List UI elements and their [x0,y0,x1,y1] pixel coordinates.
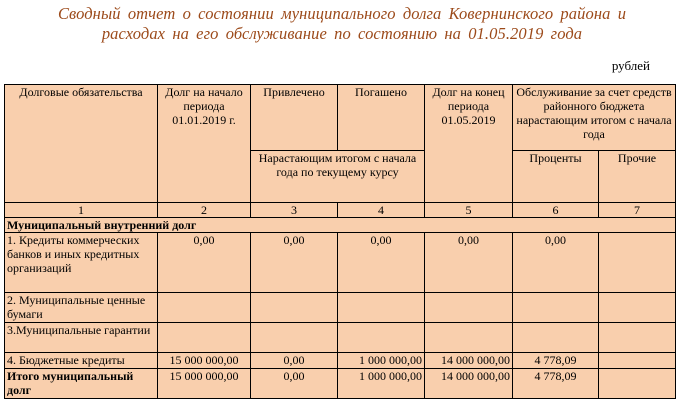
total-interest: 4 778,09 [513,369,599,399]
total-raised: 0,00 [251,369,338,399]
total-label: Итого муниципальный долг [5,369,158,399]
total-debt-end: 14 000 000,00 [425,369,513,399]
row-label: 1. Кредиты коммерческих банков и иных кредитных организаций [5,233,158,293]
row-label: 3.Муниципальные гарантии [5,323,158,353]
table-row [5,353,676,369]
cell-other [599,293,676,323]
cell-debt-end [425,323,513,353]
report-title-line-2: расходах на его обслуживание по состоянию на 01.05.2019 года [101,24,583,43]
debt-report-table [4,84,676,399]
units-label: рублей [611,58,650,73]
cell-debt-end: 14 000 000,00 [425,353,513,369]
total-debt-start: 15 000 000,00 [158,369,251,399]
cell-debt-end [425,293,513,323]
table-row [5,293,676,323]
total-repaid: 1 000 000,00 [338,369,425,399]
cell-repaid [338,323,425,353]
cell-interest [513,323,599,353]
cell-other [599,323,676,353]
header-repaid: Погашено [338,85,425,151]
table-row [5,233,676,293]
total-row [5,369,676,399]
header-interest: Проценты [513,151,599,203]
cell-raised: 0,00 [251,353,338,369]
total-other [599,369,676,399]
column-number: 5 [425,203,513,218]
cell-interest: 4 778,09 [513,353,599,369]
column-number: 2 [158,203,251,218]
cell-raised [251,293,338,323]
cell-raised [251,323,338,353]
cell-repaid: 1 000 000,00 [338,353,425,369]
column-number: 6 [513,203,599,218]
section-row [5,218,676,233]
column-number: 4 [338,203,425,218]
table-row [5,323,676,353]
cell-debt-start: 0,00 [158,233,251,293]
cell-other [599,233,676,293]
header-debt-obligations: Долговые обязательства [5,85,158,203]
header-other: Прочие [599,151,676,203]
row-label: 2. Муниципальные ценные бумаги [5,293,158,323]
report-title-line-1: Сводный отчет о состоянии муниципального долга Ковернинского района и [57,4,627,23]
cell-raised: 0,00 [251,233,338,293]
column-number: 7 [599,203,676,218]
row-label: 4. Бюджетные кредиты [5,353,158,369]
header-debt-start: Долг на начало периода 01.01.2019 г. [158,85,251,203]
cell-repaid: 0,00 [338,233,425,293]
column-numbers-row [5,203,676,218]
cell-other [599,353,676,369]
cell-debt-start [158,323,251,353]
report-title [0,4,684,44]
section-title: Муниципальный внутренний долг [5,218,676,233]
header-row-1 [5,85,676,151]
header-raised: Привлечено [251,85,338,151]
column-number: 3 [251,203,338,218]
column-number: 1 [5,203,158,218]
cell-interest: 0,00 [513,233,599,293]
header-debt-end: Долг на конец периода 01.05.2019 [425,85,513,203]
cell-debt-start: 15 000 000,00 [158,353,251,369]
cell-interest [513,293,599,323]
cell-repaid [338,293,425,323]
cell-debt-end: 0,00 [425,233,513,293]
header-cumulative: Нарастающим итогом с начала года по текущему курсу [251,151,425,203]
cell-debt-start [158,293,251,323]
header-debt-service: Обслуживание за счет средств районного бюджета нарастающим итогом с начала года [513,85,676,151]
